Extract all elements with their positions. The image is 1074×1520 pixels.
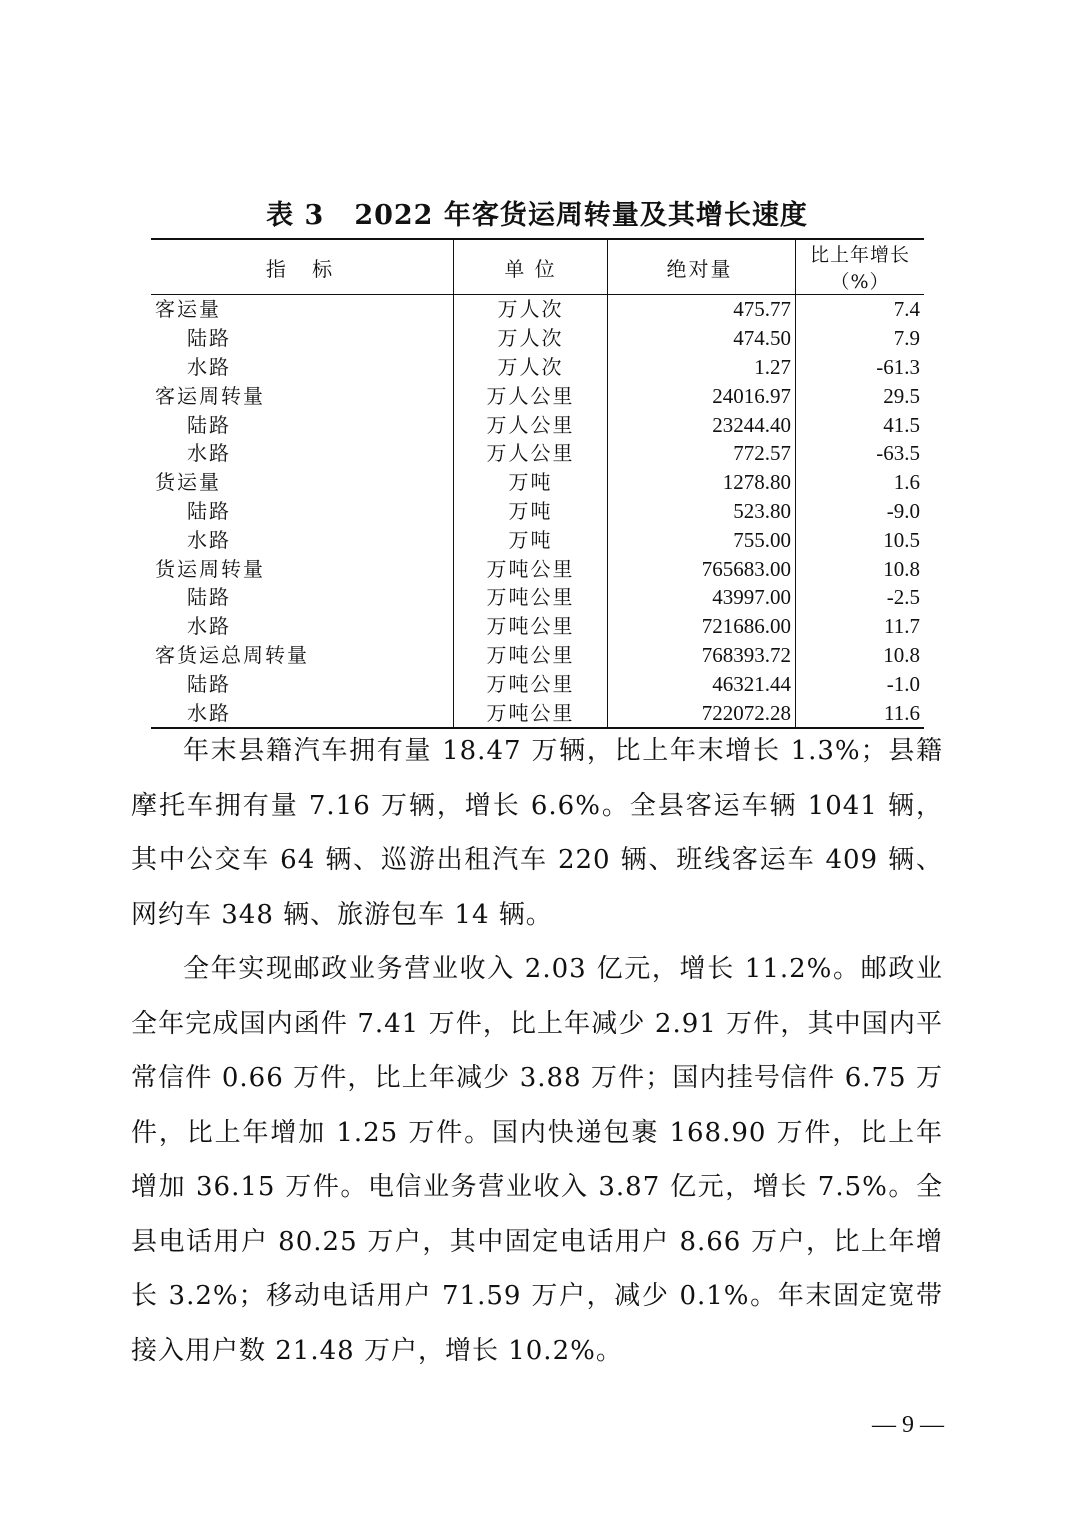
growth-cell: 7.4 — [893, 297, 920, 322]
table-row — [151, 439, 924, 468]
growth-cell: -2.5 — [886, 585, 920, 610]
unit-cell: 万人公里 — [454, 381, 608, 410]
paragraph-postal-telecom: 全年实现邮政业务营业收入 2.03 亿元，增长 11.2%。邮政业全年完成国内函件 7.41 万件，比上年减少 2.91 万件，其中国内平常信件 0.66 万件，比上年减少 3.88 万件；国内挂号信件 6.75 万件，比上年增加 1.25 万件。国内快递包裹 168.90 万件，比上年增加 36.15 万件。电信业务营业收入 3.87 亿元，增长 7.5%。全县电话用户 80.25 万户，其中固定电话用户 8.66 万户，比上年增长 3.2%；移动电话用户 71.59 万户，减少 0.1%。年末固定宽带接入用户数 21.48 万户，增长 10.2%。 — [131, 954, 943, 1366]
table-title-text: 2022 年客货运周转量及其增长速度 — [354, 200, 808, 231]
value-cell: 768393.72 — [608, 641, 796, 670]
indicator-cell: 水路 — [151, 439, 454, 468]
table-row — [151, 554, 924, 583]
unit-cell: 万吨公里 — [454, 669, 608, 698]
table-row — [151, 468, 924, 497]
value-cell: 523.80 — [608, 497, 796, 526]
growth-cell: 11.6 — [884, 700, 920, 725]
unit-cell: 万吨 — [454, 497, 608, 526]
value-cell: 46321.44 — [608, 669, 796, 698]
growth-cell: -61.3 — [876, 354, 920, 379]
growth-cell: 1.6 — [893, 470, 920, 495]
unit-cell: 万吨公里 — [454, 698, 608, 728]
value-cell: 1278.80 — [608, 468, 796, 497]
unit-cell: 万人公里 — [454, 439, 608, 468]
growth-cell: -9.0 — [886, 498, 920, 523]
growth-cell: 41.5 — [883, 412, 920, 437]
value-cell: 43997.00 — [608, 583, 796, 612]
growth-cell: 29.5 — [883, 383, 920, 408]
table-row — [151, 641, 924, 670]
unit-cell: 万吨公里 — [454, 612, 608, 641]
growth-cell: 10.8 — [883, 556, 920, 581]
indicator-cell: 陆路 — [151, 497, 454, 526]
value-cell: 24016.97 — [608, 381, 796, 410]
indicator-cell: 货运量 — [151, 468, 454, 497]
table-row — [151, 295, 924, 324]
growth-cell: 7.9 — [893, 326, 920, 351]
growth-cell: 11.7 — [884, 614, 920, 639]
table-row — [151, 353, 924, 382]
indicator-cell: 客货运总周转量 — [151, 641, 454, 670]
table-row — [151, 669, 924, 698]
indicator-cell: 水路 — [151, 698, 454, 728]
indicator-cell: 水路 — [151, 612, 454, 641]
table-header-row — [151, 239, 924, 295]
indicator-cell: 客运周转量 — [151, 381, 454, 410]
table-title — [0, 193, 1074, 232]
value-cell: 474.50 — [608, 324, 796, 353]
growth-cell: 10.5 — [883, 527, 920, 552]
value-cell: 772.57 — [608, 439, 796, 468]
paragraph-vehicles: 年末县籍汽车拥有量 18.47 万辆，比上年末增长 1.3%；县籍摩托车拥有量 7.16 万辆，增长 6.6%。全县客运车辆 1041 辆，其中公交车 64 辆、巡游出租汽车 220 辆、班线客运车 409 辆、网约车 348 辆、旅游包车 14 辆。 — [131, 736, 943, 930]
table-row — [151, 525, 924, 554]
growth-cell: -1.0 — [886, 671, 920, 696]
indicator-cell: 水路 — [151, 525, 454, 554]
table-row — [151, 583, 924, 612]
table-row — [151, 612, 924, 641]
unit-cell: 万吨公里 — [454, 641, 608, 670]
unit-cell: 万吨公里 — [454, 554, 608, 583]
table-row — [151, 410, 924, 439]
value-cell: 765683.00 — [608, 554, 796, 583]
indicator-cell: 陆路 — [151, 583, 454, 612]
page-number: — 9 — — [872, 1412, 944, 1438]
header-indicator: 指 标 — [151, 239, 454, 295]
value-cell: 755.00 — [608, 525, 796, 554]
unit-cell: 万人次 — [454, 353, 608, 382]
indicator-cell: 陆路 — [151, 410, 454, 439]
growth-cell: 10.8 — [883, 642, 920, 667]
value-cell: 1.27 — [608, 353, 796, 382]
table-row — [151, 324, 924, 353]
header-unit: 单 位 — [454, 239, 608, 295]
unit-cell: 万人次 — [454, 324, 608, 353]
indicator-cell: 陆路 — [151, 324, 454, 353]
indicator-cell: 客运量 — [151, 295, 454, 324]
unit-cell: 万吨 — [454, 525, 608, 554]
value-cell: 475.77 — [608, 295, 796, 324]
indicator-cell: 货运周转量 — [151, 554, 454, 583]
unit-cell: 万吨 — [454, 468, 608, 497]
indicator-cell: 水路 — [151, 353, 454, 382]
value-cell: 23244.40 — [608, 410, 796, 439]
growth-cell: -63.5 — [876, 441, 920, 466]
header-growth: 比上年增长（%） — [796, 239, 925, 295]
value-cell: 722072.28 — [608, 698, 796, 728]
body-text — [131, 724, 943, 1378]
unit-cell: 万人公里 — [454, 410, 608, 439]
transport-table — [151, 238, 924, 729]
table-number: 表 3 — [266, 200, 325, 231]
unit-cell: 万吨公里 — [454, 583, 608, 612]
unit-cell: 万人次 — [454, 295, 608, 324]
table-body — [151, 295, 924, 728]
value-cell: 721686.00 — [608, 612, 796, 641]
header-value: 绝对量 — [608, 239, 796, 295]
table-row — [151, 381, 924, 410]
table-row — [151, 497, 924, 526]
indicator-cell: 陆路 — [151, 669, 454, 698]
